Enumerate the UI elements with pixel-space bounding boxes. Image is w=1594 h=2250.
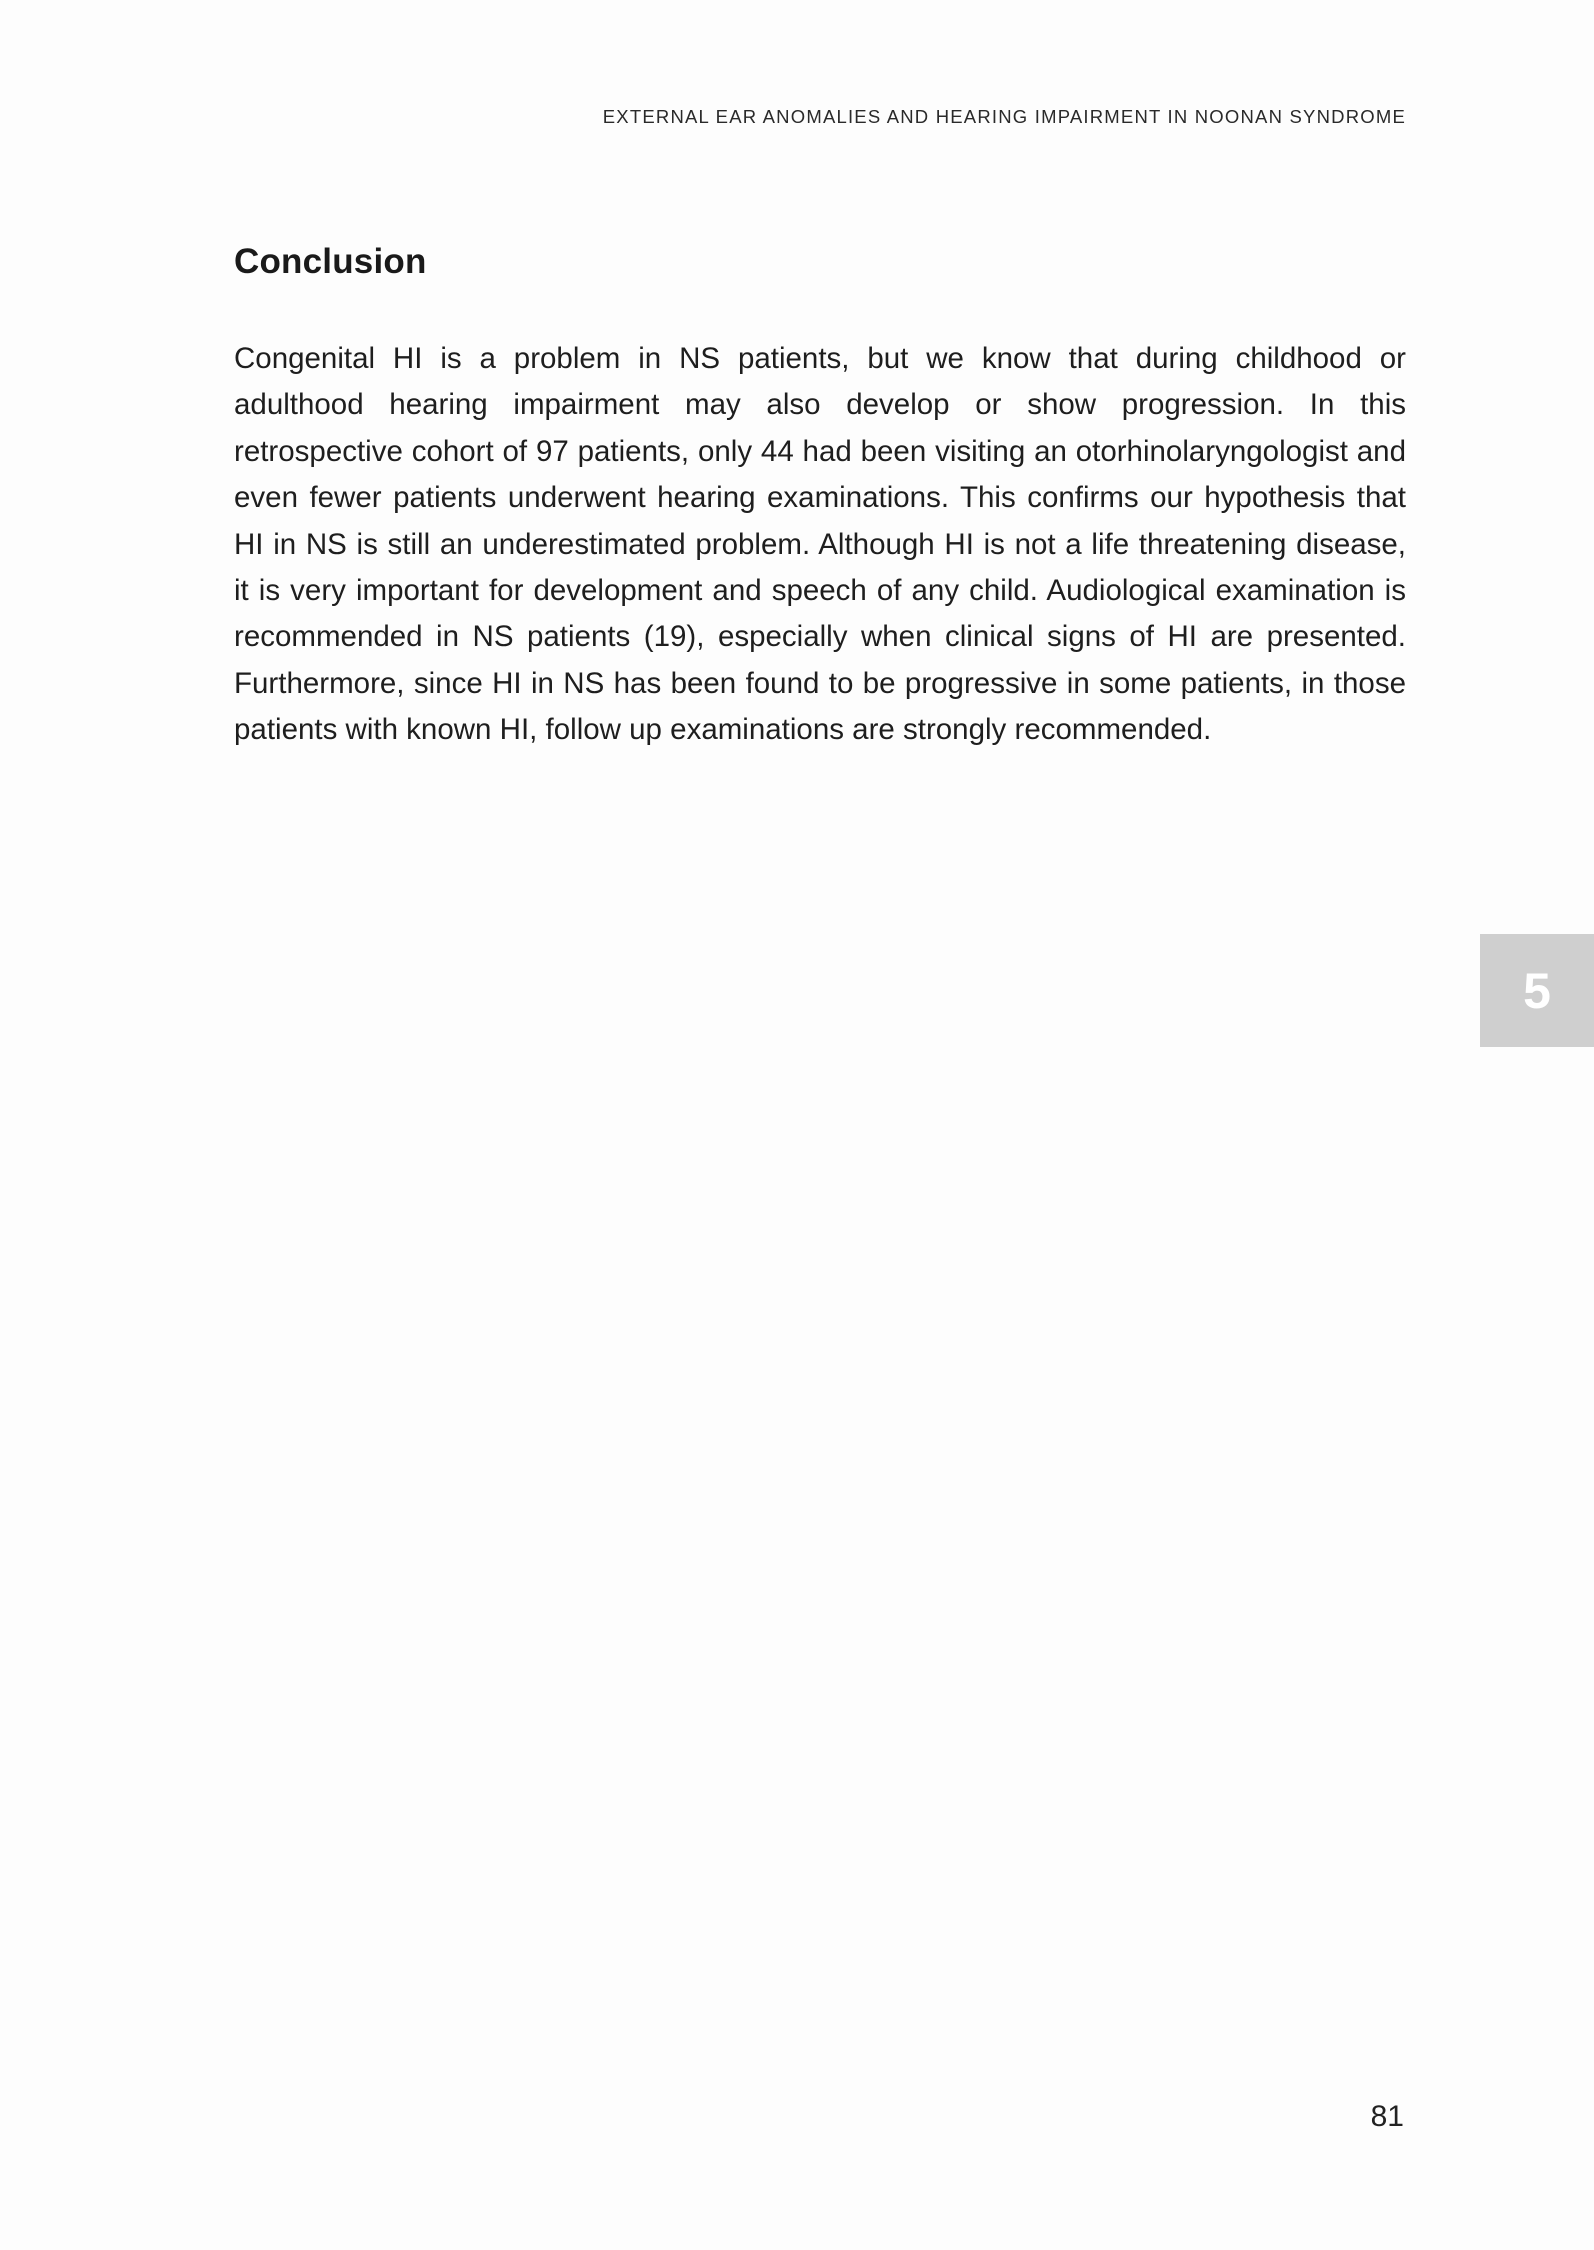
conclusion-paragraph: Congenital HI is a problem in NS patients, but we know that during childhood or adulthood hearing impairment may also develop or show progression. In this retrospective cohort of 97 patients, only 44 had been visiting an otorhinolaryngologist and even fewer patients underwent hearing examinations. This confirms our hypothesis that HI in NS is still an underestimated problem. Although HI is not a life threatening disease, it is very important for development and speech of any child. Audiological examination is recommended in NS patients (19), especially when clinical signs of HI are presented. Furthermore, since HI in NS has been found to be progressive in some patients, in those patients with known HI, follow up examinations are strongly recommended. (234, 342, 1406, 747)
section-heading: Conclusion (234, 242, 427, 281)
page-number: 81 (1370, 2100, 1404, 2133)
chapter-number: 5 (1523, 962, 1551, 1019)
running-header: EXTERNAL EAR ANOMALIES AND HEARING IMPAIRMENT IN NOONAN SYNDROME (602, 106, 1406, 127)
chapter-tab (1480, 934, 1594, 1047)
